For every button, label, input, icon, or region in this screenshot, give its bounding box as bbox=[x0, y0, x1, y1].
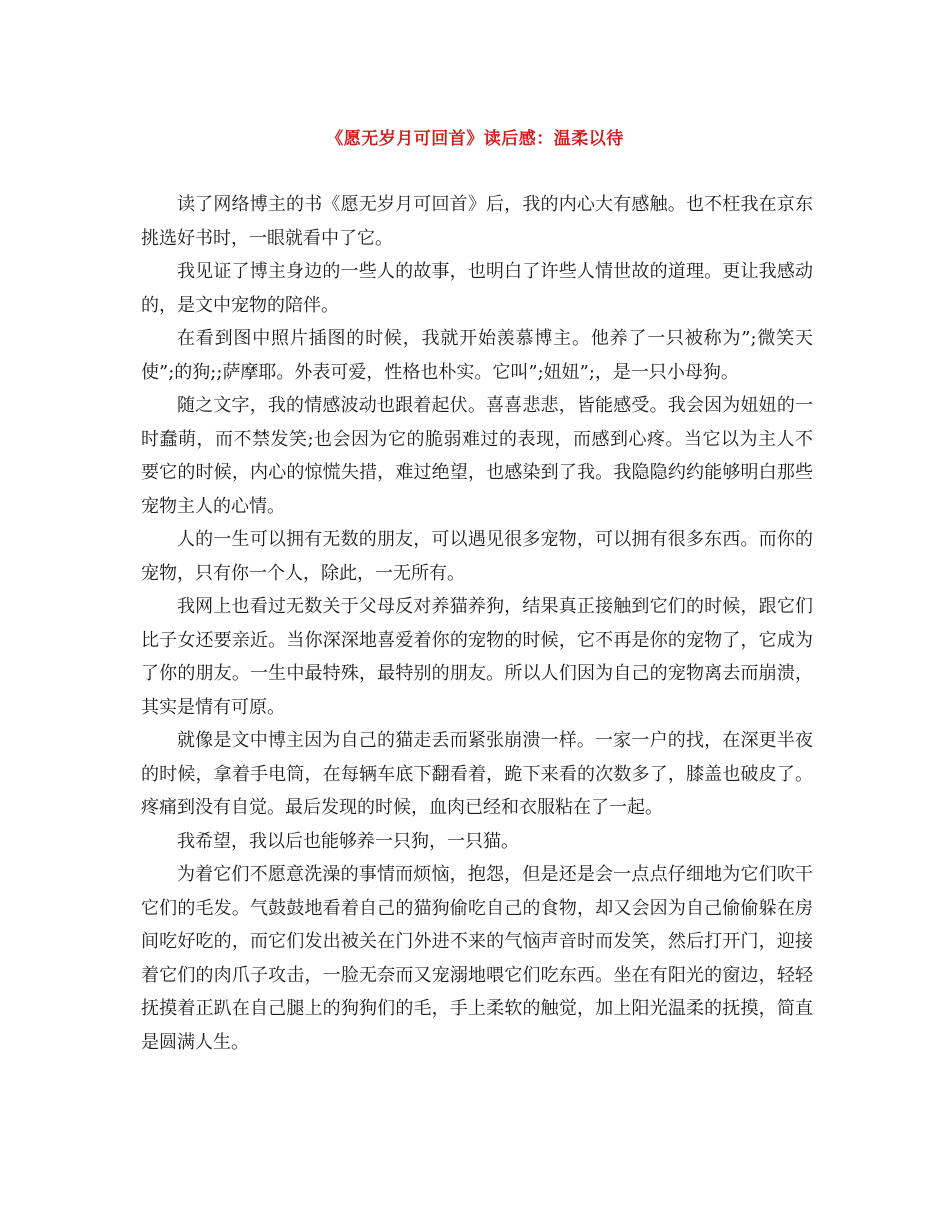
paragraph: 人的一生可以拥有无数的朋友，可以遇见很多宠物，可以拥有很多东西。而你的宠物，只有你一个人，除此，一无所有。 bbox=[141, 529, 813, 584]
paragraph: 就像是文中博主因为自己的猫走丢而紧张崩溃一样。一家一户的找，在深更半夜的时候，拿着手电筒，在每辆车底下翻看着，跪下来看的次数多了，膝盖也破皮了。疼痛到没有自觉。最后发现的时候，血肉已经和衣服粘在了一起。 bbox=[141, 730, 813, 818]
document-body bbox=[141, 188, 813, 1059]
paragraph: 为着它们不愿意洗澡的事情而烦恼，抱怨，但是还是会一点点仔细地为它们吹干它们的毛发。气鼓鼓地看着自己的猫狗偷吃自己的食物，却又会因为自己偷偷躲在房间吃好吃的，而它们发出被关在门外进不来的气恼声音时而发笑，然后打开门，迎接着它们的肉爪子攻击，一脸无奈而又宠溺地喂它们吃东西。坐在有阳光的窗边，轻轻抚摸着正趴在自己腿上的狗狗们的毛，手上柔软的触觉，加上阳光温柔的抚摸，简直是圆满人生。 bbox=[141, 864, 813, 1053]
paragraph: 我见证了博主身边的一些人的故事，也明白了许些人情世故的道理。更让我感动的，是文中宠物的陪伴。 bbox=[141, 261, 813, 316]
paragraph: 我希望，我以后也能够养一只狗，一只猫。 bbox=[177, 830, 519, 852]
paragraph: 我网上也看过无数关于父母反对养猫养狗，结果真正接触到它们的时候，跟它们比子女还要亲近。当你深深地喜爱着你的宠物的时候，它不再是你的宠物了，它成为了你的朋友。一生中最特殊，最特别的朋友。所以人们因为自己的宠物离去而崩溃，其实是情有可原。 bbox=[141, 596, 813, 718]
paragraph: 随之文字，我的情感波动也跟着起伏。喜喜悲悲，皆能感受。我会因为妞妞的一时蠢萌，而不禁发笑;也会因为它的脆弱难过的表现，而感到心疼。当它以为主人不要它的时候，内心的惊慌失措，难过绝望，也感染到了我。我隐隐约约能够明白那些宠物主人的心情。 bbox=[141, 395, 813, 517]
document-title: 《愿无岁月可回首》读后感：温柔以待 bbox=[326, 129, 624, 149]
paragraph: 在看到图中照片插图的时候，我就开始羡慕博主。他养了一只被称为”;微笑天使”;的狗;;萨摩耶。外表可爱，性格也朴实。它叫”;妞妞”;，是一只小母狗。 bbox=[141, 328, 813, 383]
paragraph: 读了网络博主的书《愿无岁月可回首》后，我的内心大有感触。也不枉我在京东挑选好书时，一眼就看中了它。 bbox=[141, 194, 813, 249]
